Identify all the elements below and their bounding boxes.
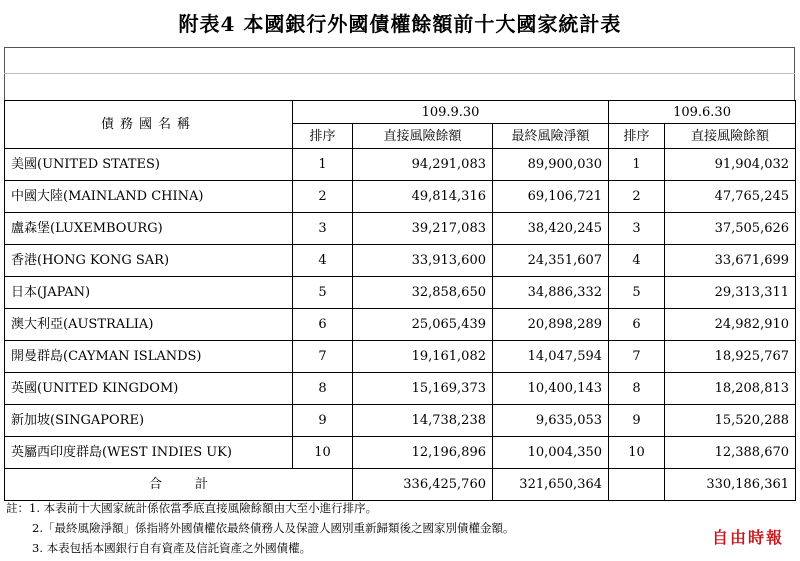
rank-b-header: 排序 — [609, 124, 665, 149]
country-cell: 開曼群島(CAYMAN ISLANDS) — [5, 341, 293, 373]
direct-b-cell: 37,505,626 — [665, 213, 796, 245]
country-cell: 澳大利亞(AUSTRALIA) — [5, 309, 293, 341]
rank-a-cell: 2 — [293, 181, 353, 213]
final-a-cell: 69,106,721 — [493, 181, 609, 213]
rank-a-cell: 8 — [293, 373, 353, 405]
final-a-cell: 89,900,030 — [493, 149, 609, 181]
country-cell: 美國(UNITED STATES) — [5, 149, 293, 181]
period-b-header: 109.6.30 — [609, 101, 796, 124]
rank-b-cell: 3 — [609, 213, 665, 245]
country-cell: 日本(JAPAN) — [5, 277, 293, 309]
table-row — [5, 309, 796, 341]
direct-a-cell: 25,065,439 — [353, 309, 493, 341]
note-1: 註：1. 本表前十大國家統計係依當季底直接風險餘額由大至小進行排序。 — [6, 501, 378, 515]
country-cell: 盧森堡(LUXEMBOURG) — [5, 213, 293, 245]
direct-a-cell: 15,169,373 — [353, 373, 493, 405]
table-row — [5, 213, 796, 245]
table-row — [5, 181, 796, 213]
total-final-a: 321,650,364 — [493, 469, 609, 501]
table-row — [5, 277, 796, 309]
total-label: 合 計 — [5, 469, 353, 501]
note-3: 3. 本表包括本國銀行自有資產及信託資產之外國債權。 — [32, 541, 312, 555]
blank-row-line — [4, 73, 795, 74]
direct-b-cell: 91,904,032 — [665, 149, 796, 181]
rank-b-cell: 6 — [609, 309, 665, 341]
direct-b-cell: 33,671,699 — [665, 245, 796, 277]
direct-a-cell: 49,814,316 — [353, 181, 493, 213]
final-a-cell: 38,420,245 — [493, 213, 609, 245]
rank-a-cell: 7 — [293, 341, 353, 373]
rank-b-cell: 7 — [609, 341, 665, 373]
rank-a-cell: 4 — [293, 245, 353, 277]
newspaper-logo-stamp: 自由時報 — [711, 528, 784, 547]
final-a-cell: 10,004,350 — [493, 437, 609, 469]
table-row — [5, 405, 796, 437]
table-row — [5, 437, 796, 469]
direct-b-cell: 18,925,767 — [665, 341, 796, 373]
direct-b-cell: 47,765,245 — [665, 181, 796, 213]
rank-b-cell: 10 — [609, 437, 665, 469]
country-cell: 香港(HONG KONG SAR) — [5, 245, 293, 277]
final-a-header: 最終風險淨額 — [493, 124, 609, 149]
period-a-header: 109.9.30 — [293, 101, 609, 124]
direct-a-cell: 14,738,238 — [353, 405, 493, 437]
document-title: 附表4 本國銀行外國債權餘額前十大國家統計表 — [178, 12, 622, 36]
final-a-cell: 9,635,053 — [493, 405, 609, 437]
country-cell: 英國(UNITED KINGDOM) — [5, 373, 293, 405]
header-row-period — [5, 101, 796, 124]
rank-a-cell: 6 — [293, 309, 353, 341]
direct-a-cell: 33,913,600 — [353, 245, 493, 277]
direct-b-cell: 15,520,288 — [665, 405, 796, 437]
country-cell: 新加坡(SINGAPORE) — [5, 405, 293, 437]
rank-a-cell: 3 — [293, 213, 353, 245]
table-row — [5, 245, 796, 277]
rank-b-cell: 2 — [609, 181, 665, 213]
country-column-header: 債務國名稱 — [5, 101, 293, 149]
total-rank-b-empty — [609, 469, 665, 501]
total-direct-b: 330,186,361 — [665, 469, 796, 501]
rank-b-cell: 8 — [609, 373, 665, 405]
table-row — [5, 149, 796, 181]
direct-b-cell: 12,388,670 — [665, 437, 796, 469]
direct-a-cell: 32,858,650 — [353, 277, 493, 309]
final-a-cell: 20,898,289 — [493, 309, 609, 341]
table-row — [5, 373, 796, 405]
final-a-cell: 34,886,332 — [493, 277, 609, 309]
direct-a-cell: 94,291,083 — [353, 149, 493, 181]
direct-a-cell: 39,217,083 — [353, 213, 493, 245]
final-a-cell: 24,351,607 — [493, 245, 609, 277]
direct-a-header: 直接風險餘額 — [353, 124, 493, 149]
note-2: 2.「最終風險淨額」係指將外國債權依最終債務人及保證人國別重新歸類後之國家別債權金額。 — [32, 521, 515, 535]
table-row — [5, 341, 796, 373]
rank-b-cell: 5 — [609, 277, 665, 309]
total-row — [5, 469, 796, 501]
rank-b-cell: 4 — [609, 245, 665, 277]
rank-a-cell: 1 — [293, 149, 353, 181]
total-direct-a: 336,425,760 — [353, 469, 493, 501]
direct-b-cell: 29,313,311 — [665, 277, 796, 309]
rank-a-cell: 9 — [293, 405, 353, 437]
country-cell: 英屬西印度群島(WEST INDIES UK) — [5, 437, 293, 469]
top-border — [4, 47, 795, 48]
direct-b-header: 直接風險餘額 — [665, 124, 796, 149]
country-cell: 中國大陸(MAINLAND CHINA) — [5, 181, 293, 213]
final-a-cell: 14,047,594 — [493, 341, 609, 373]
notes-section — [4, 498, 795, 558]
rank-b-cell: 1 — [609, 149, 665, 181]
final-a-cell: 10,400,143 — [493, 373, 609, 405]
rank-b-cell: 9 — [609, 405, 665, 437]
direct-a-cell: 12,196,896 — [353, 437, 493, 469]
rank-a-header: 排序 — [293, 124, 353, 149]
direct-b-cell: 18,208,813 — [665, 373, 796, 405]
direct-b-cell: 24,982,910 — [665, 309, 796, 341]
rank-a-cell: 5 — [293, 277, 353, 309]
rank-a-cell: 10 — [293, 437, 353, 469]
direct-a-cell: 19,161,082 — [353, 341, 493, 373]
statistics-table — [4, 100, 796, 501]
